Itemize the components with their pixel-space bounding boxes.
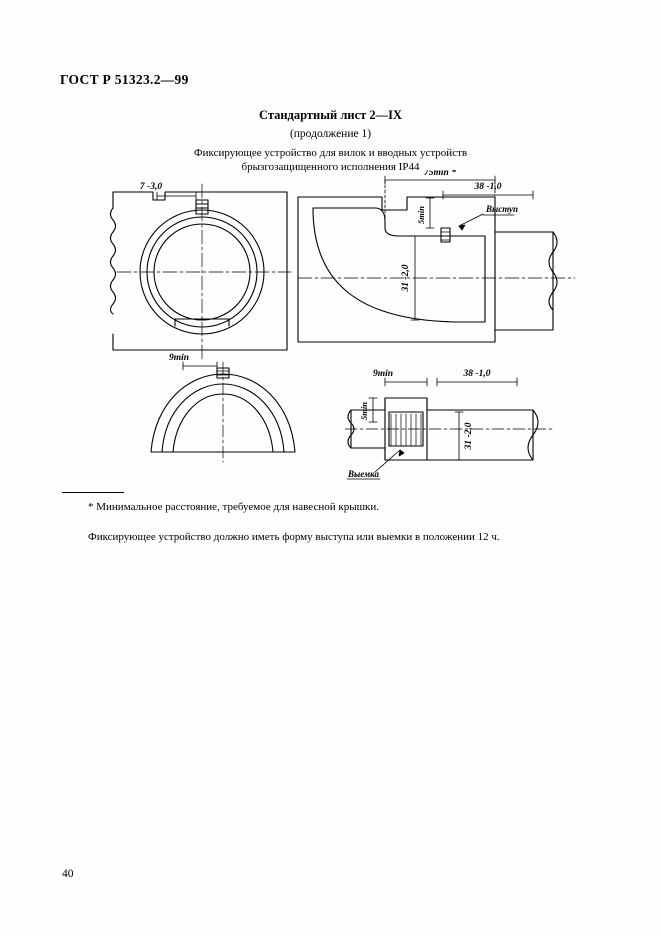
dim-5min-top-group — [426, 198, 434, 228]
standard-code: ГОСТ Р 51323.2—99 — [60, 72, 189, 87]
right-view-inner-curve — [313, 208, 485, 322]
left-view-center-axes — [117, 184, 291, 362]
technical-drawing — [55, 170, 615, 485]
dim-38-10-bottom-label: 38 -1,0 — [463, 369, 491, 379]
page-number: 40 — [62, 868, 74, 880]
sheet-description-line-2: брызгозащищенного исполнения IP44 — [241, 161, 420, 173]
dim-31-20-top-label: 31 -2,0 — [401, 264, 411, 292]
dim-7-30-label: 7 -3,0 — [139, 182, 163, 192]
drawing-svg — [55, 170, 615, 485]
sheet-description-line-1: Фиксирующее устройство для вилок и вводных устройств — [193, 147, 468, 159]
footnote-text: * Минимальное расстояние, требуемое для навесной крышки. — [88, 501, 380, 513]
dim-31-20-bottom-label: 31 -2,0 — [464, 422, 474, 450]
dim-5min-top-label: 5min — [416, 206, 426, 224]
vystup-leader — [459, 214, 483, 230]
dim-31-20-bottom-group — [455, 412, 463, 460]
dim-38-10-bottom-group — [437, 378, 517, 386]
dim-5min-bottom-label: 5min — [359, 402, 369, 420]
dim-7-30-group — [157, 192, 196, 200]
vyemka-hatch — [391, 414, 421, 446]
footnote-rule — [62, 492, 124, 493]
dim-9min-right-group — [385, 378, 427, 386]
dim-9min-left-label: 9min — [168, 353, 190, 363]
sheet-title: Стандартный лист 2—IX — [258, 108, 403, 122]
sheet-subtitle: (продолжение 1) — [289, 128, 372, 140]
right-view-inner-wall-upper — [313, 208, 485, 236]
dim-75min-label: 75min * — [424, 170, 456, 178]
left-view-break-left — [111, 208, 116, 314]
dim-9min-right-label: 9min — [372, 369, 394, 379]
vystup-callout-label: Выступ — [486, 204, 519, 214]
vyemka-leader — [375, 450, 404, 472]
left-view-outline — [113, 192, 287, 350]
vyemka-callout-label: Выемка — [348, 469, 380, 479]
note-text: Фиксирующее устройство должно иметь форму выступа или выемки в положении 12 ч. — [88, 531, 500, 543]
dim-38-10-top-label: 38 -1,0 — [474, 182, 502, 192]
vystup-lug-hatch — [441, 232, 450, 240]
dim-38-10-top-group — [443, 191, 533, 199]
dim-9min-left-group — [183, 362, 217, 370]
